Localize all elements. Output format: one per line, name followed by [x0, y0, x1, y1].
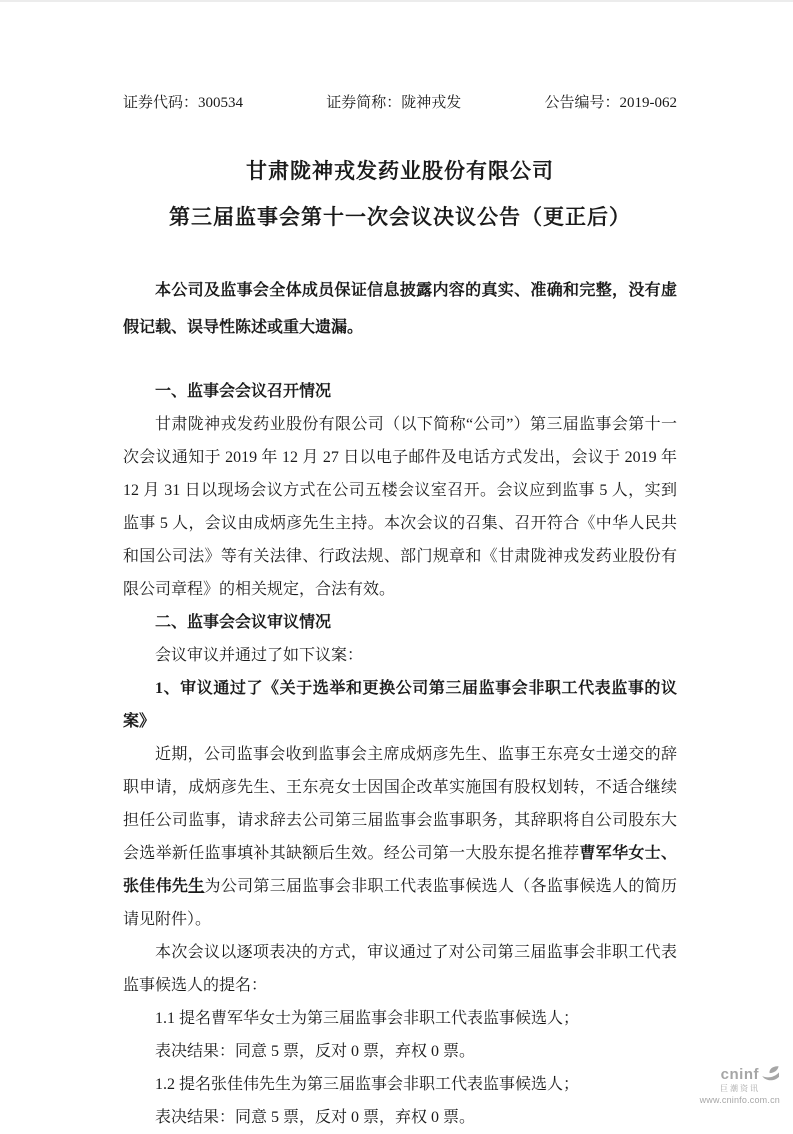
document-content	[0, 92, 793, 1134]
disclaimer-paragraph: 本公司及监事会全体成员保证信息披露内容的真实、准确和完整，没有虚假记载、误导性陈述或重大遗漏。	[123, 282, 677, 336]
document-body	[123, 375, 677, 1134]
paragraph: 会议审议并通过了如下议案：	[155, 647, 364, 664]
stock-short-name: 证券简称：陇神戎发	[326, 95, 462, 111]
cninfo-brand-row	[690, 1065, 780, 1083]
cninfo-watermark	[690, 1065, 780, 1105]
cninfo-brand-text: cninf	[720, 1065, 759, 1083]
section-heading: 一、监事会会议召开情况	[155, 383, 332, 400]
cninfo-swirl-icon	[760, 1065, 780, 1083]
emphasized-text: 生	[188, 878, 205, 895]
paragraph	[123, 738, 677, 936]
document-header	[123, 92, 677, 114]
paragraph: 1.2 提名张佳伟先生为第三届监事会非职工代表监事候选人；	[155, 1076, 580, 1093]
emphasized-text: 曹军华女士、张佳伟先	[123, 845, 677, 895]
cninfo-url: www.cninfo.com.cn	[699, 1095, 780, 1105]
title-line-1: 甘肃陇神戎发药业股份有限公司	[246, 159, 554, 183]
section-heading: 二、监事会会议审议情况	[155, 614, 332, 631]
paragraph: 表决结果：同意 5 票，反对 0 票，弃权 0 票。	[155, 1043, 476, 1060]
stock-code: 证券代码：300534	[123, 95, 244, 111]
document-title	[123, 148, 677, 240]
paragraph: 1.1 提名曹军华女士为第三届监事会非职工代表监事候选人；	[155, 1010, 580, 1027]
title-line-2: 第三届监事会第十一次会议决议公告（更正后）	[169, 205, 631, 229]
paragraph: 甘肃陇神戎发药业股份有限公司（以下简称“公司”）第三届监事会第十一次会议通知于 2019 年 12 月 27 日以电子邮件及电话方式发出，会议于 2019 年 12 月 31 日以现场会议方式在公司五楼会议室召开。会议应到监事 5 人，实到监事 5 人，会议由成炳彦先生主持。本次会议的召集、召开符合《中华人民共和国公司法》等有关法律、行政法规、部门规章和《甘肃陇神戎发药业股份有限公司章程》的相关规定，合法有效。	[123, 416, 677, 598]
cninfo-caption: 巨潮资讯	[720, 1084, 760, 1093]
paragraph: 本次会议以逐项表决的方式，审议通过了对公司第三届监事会非职工代表监事候选人的提名：	[123, 944, 677, 994]
paragraph: 表决结果：同意 5 票，反对 0 票，弃权 0 票。	[155, 1109, 476, 1126]
paragraph-text: 近期，公司监事会收到监事会主席成炳彦先生、监事王东亮女士递交的辞职申请，成炳彦先生、王东亮女士因国企改革实施国有股权划转，不适合继续担任公司监事，请求辞去公司第三届监事会监事职务，其辞职将自公司股东大会选举新任监事填补其缺额后生效。经公司第一大股东提名推荐	[123, 746, 677, 862]
paragraph: 1、审议通过了《关于选举和更换公司第三届监事会非职工代表监事的议案》	[123, 680, 677, 730]
paragraph-text: 为公司第三届监事会非职工代表监事候选人（各监事候选人的简历请见附件）。	[123, 878, 677, 928]
announcement-number: 公告编号：2019-062	[544, 95, 677, 111]
